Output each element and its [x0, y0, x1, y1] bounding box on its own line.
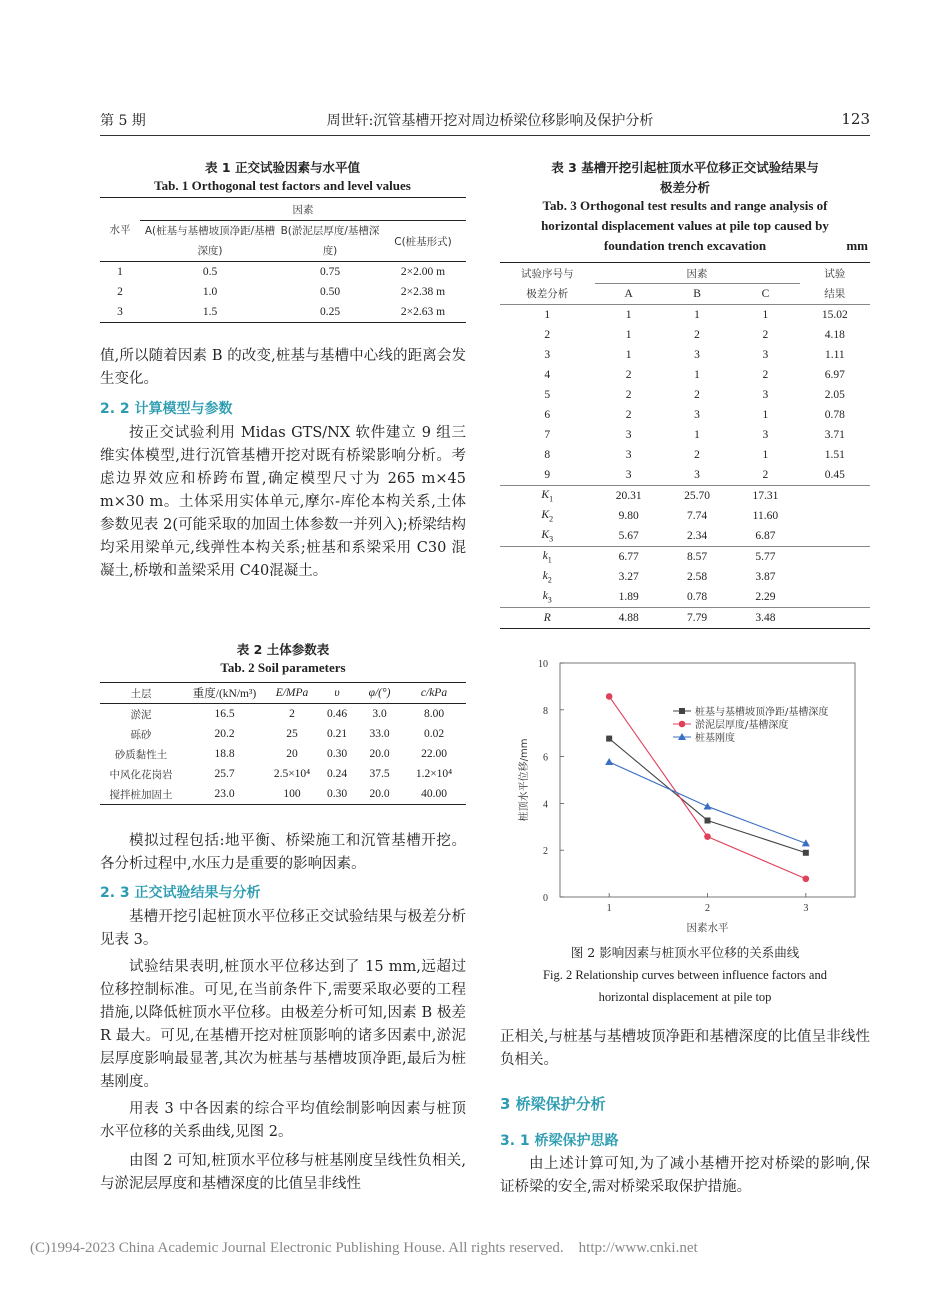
t3-head-seq-1: 试验序号与: [521, 267, 574, 280]
t2-cell: 2.5×10⁴: [273, 768, 311, 780]
t3-cell: 20.31: [615, 490, 642, 502]
t3-cell: 2.34: [686, 530, 708, 542]
table1-caption-cn: 表 1 正交试验因素与水平值: [205, 160, 360, 175]
t3-cell: 1.89: [618, 591, 639, 603]
t2-cell: 8.00: [423, 708, 445, 720]
t1-cell: 0.75: [319, 266, 341, 278]
t3-k-rows: [500, 547, 870, 608]
t3-cell: 3.48: [755, 612, 776, 624]
table-row: [500, 305, 870, 326]
t3-cell: 5.67: [618, 530, 639, 542]
table-row: [500, 425, 870, 445]
table-row: [500, 465, 870, 486]
table3: [500, 262, 870, 629]
t3-label: k: [542, 549, 548, 562]
table-row: [500, 385, 870, 405]
table3-unit: mm: [846, 238, 868, 253]
t3-label: K: [541, 508, 550, 521]
t3-label-sub: 2: [547, 575, 552, 585]
t1-cell: 3: [117, 306, 123, 318]
table-row: [500, 587, 870, 608]
t3-cell: 4.18: [824, 329, 845, 341]
t3-cell: 5: [544, 389, 551, 401]
x-axis-label: 因素水平: [686, 922, 729, 934]
t3-cell: 2.05: [824, 389, 845, 401]
t3-head-seq: [500, 263, 595, 305]
t2-cell: 16.5: [214, 708, 235, 720]
t3-cell: 2.58: [686, 571, 708, 583]
table-row: [500, 365, 870, 385]
t3-cell: 1: [762, 309, 769, 321]
t2-cell: 33.0: [369, 728, 390, 740]
t2-cell: 20.0: [369, 748, 390, 760]
t3-cell: 6.77: [618, 551, 639, 563]
table-row: [500, 445, 870, 465]
table2: [100, 682, 466, 805]
t3-cell: 2.29: [755, 591, 776, 603]
t1-cell: 2×2.63 m: [400, 306, 446, 318]
issue-number: 第 5 期: [100, 113, 146, 129]
t3-cell: 1: [625, 309, 632, 321]
t3-cell: 11.60: [752, 510, 779, 522]
data-point-s2-1: [606, 693, 613, 700]
t2-cell: 25.7: [214, 768, 235, 780]
t3-cell: 1: [694, 429, 700, 441]
y-axis-label: 桩顶水平位移/mm: [519, 738, 530, 822]
table3-caption-cn-1: 表 3 基槽开挖引起桩顶水平位移正交试验结果与: [551, 160, 819, 175]
t3-cell: 3: [694, 349, 700, 361]
t2-cell: 0.30: [326, 788, 348, 800]
table-row: [500, 325, 870, 345]
t3-cell: [500, 567, 595, 587]
t3-cell: 0.78: [686, 591, 708, 603]
t3-cell: 1: [762, 409, 769, 421]
table3-caption-en-3: foundation trench excavation: [603, 238, 767, 253]
t2-header: 土层: [130, 687, 152, 700]
t2-cell: 0.02: [423, 728, 445, 740]
t3-cell: 0.45: [824, 469, 845, 481]
paragraph: 基槽开挖引起桩顶水平位移正交试验结果与极差分析见表 3。: [100, 909, 466, 948]
t3-label-sub: 1: [547, 555, 552, 565]
table3-caption-en-2: horizontal displacement values at pile top caused by: [541, 218, 829, 233]
t2-cell: 20.2: [214, 728, 235, 740]
paragraph: 由上述计算可知,为了减小基槽开挖对桥梁的影响,保证桥梁的安全,需对桥梁采取保护措施。: [500, 1156, 870, 1195]
t1-head-factor: 因素: [140, 198, 466, 221]
table-row: [500, 567, 870, 587]
t3-cell: 7.79: [686, 612, 708, 624]
figure2-caption-en-1: Fig. 2 Relationship curves between influence factors and: [543, 968, 827, 982]
table-row: [500, 526, 870, 547]
legend-label: 淤泥层厚度/基槽深度: [695, 720, 789, 731]
t3-head-res-2: 结果: [824, 287, 846, 300]
paragraph: 按正交试验利用 Midas GTS/NX 软件建立 9 组三维实体模型,进行沉管基槽开挖对既有桥梁影响分析。考虑边界效应和桥跨布置,确定模型尺寸为 265 m×45 m×30 m。土体采用实体单元,摩尔-库伦本构关系,土体参数见表 2(可能采取的加固土体参数一并列入);桥梁结构均采用梁单元,线弹性本构关系;桩基和系梁采用 C30 混凝土,桥墩和盖梁采用 C40混凝土。: [100, 425, 466, 579]
table2-caption-cn: 表 2 土体参数表: [236, 642, 330, 657]
data-point-s1-1: [606, 736, 612, 742]
section-3-1-heading: 3. 1 桥梁保护思路: [500, 1133, 619, 1149]
t3-head-result: [800, 263, 870, 305]
t3-cell: 2: [625, 409, 632, 421]
t2-cell: 40.00: [421, 788, 447, 800]
t3-cell: [800, 608, 870, 629]
t3-cell: 3: [694, 409, 700, 421]
table-row: [500, 608, 870, 629]
t3-cell: 3.87: [755, 571, 776, 583]
data-point-s2-3: [803, 875, 810, 882]
t1-head-b: B(淤泥层厚度/基槽深度): [280, 225, 380, 257]
paragraph: 由图 2 可知,桩顶水平位移与桩基刚度呈线性负相关,与淤泥层厚度和基槽深度的比值呈非线性: [100, 1153, 466, 1192]
t3-cell: 1.11: [824, 349, 845, 361]
paragraph: 模拟过程包括:地平衡、桥梁施工和沉管基槽开挖。各分析过程中,水压力是重要的影响因素。: [100, 833, 466, 872]
t3-cell: 5.77: [755, 551, 776, 563]
table2-caption-en: Tab. 2 Soil parameters: [220, 660, 346, 675]
t3-cell: 3: [694, 469, 700, 481]
t1-cell: 2×2.38 m: [400, 286, 446, 298]
t2-cell: 22.00: [421, 748, 447, 760]
t2-header: φ/(°): [368, 687, 391, 699]
t3-cell: 3: [625, 449, 632, 461]
t2-cell: 2: [289, 708, 295, 720]
t2-cell: 23.0: [214, 788, 235, 800]
t2-cell: 中风化花岗岩: [109, 768, 173, 781]
t3-cell: 2: [544, 329, 551, 341]
t3-cell: [800, 567, 870, 587]
t3-cell: 1: [544, 309, 551, 321]
t3-cell: 15.02: [821, 309, 848, 321]
t3-label-sub: 3: [549, 534, 554, 544]
t3-cell: [500, 526, 595, 547]
t3-cell: 3: [762, 429, 769, 441]
running-title: 周世轩:沉管基槽开挖对周边桥梁位移影响及保护分析: [326, 113, 654, 129]
t2-cell: 淤泥: [130, 708, 152, 721]
t2-cell: 1.2×10⁴: [415, 768, 453, 780]
t2-cell: 0.46: [326, 708, 348, 720]
t3-K-rows: [500, 486, 870, 547]
t3-cell: [800, 506, 870, 526]
t3-cell: 3: [544, 349, 551, 361]
t3-cell: 25.70: [684, 490, 710, 502]
figure2-caption-cn: 图 2 影响因素与桩顶水平位移的关系曲线: [570, 945, 800, 960]
t3-cell: 2: [762, 329, 769, 341]
t3-label: k: [542, 589, 548, 602]
table-row: [500, 506, 870, 526]
t3-label-sub: 3: [547, 595, 552, 605]
data-point-s1-2: [705, 817, 711, 823]
t3-cell: [500, 506, 595, 526]
t3-cell: [800, 526, 870, 547]
t3-cell: [500, 486, 595, 507]
t3-cell: 6: [544, 409, 551, 421]
t2-cell: 砾砂: [130, 728, 152, 741]
t3-cell: 0.78: [824, 409, 845, 421]
t2-cell: 100: [283, 788, 301, 800]
t2-header: c/kPa: [420, 687, 448, 699]
t3-cell: 1: [762, 449, 769, 461]
table-row: [100, 764, 466, 784]
t3-cell: 3: [762, 389, 769, 401]
table-row: [100, 744, 466, 764]
t3-cell: 2: [694, 389, 700, 401]
page-number: 123: [841, 110, 870, 128]
t2-cell: 砂质黏性土: [114, 748, 168, 761]
t3-cell: 1: [625, 329, 632, 341]
t3-cell: 2: [694, 449, 700, 461]
table-row: [100, 262, 466, 283]
t3-label-sub: 1: [549, 494, 554, 504]
t2-cell: 0.21: [326, 728, 348, 740]
y-tick-label: 6: [543, 752, 548, 764]
t3-label-sub: 2: [549, 514, 554, 524]
legend-label: 桩基刚度: [695, 733, 735, 744]
t2-header: υ: [334, 687, 340, 699]
t3-cell: 2: [762, 369, 769, 381]
t3-cell: 17.31: [752, 490, 779, 502]
t3-cell: 1.51: [824, 449, 845, 461]
t3-label: k: [542, 569, 548, 582]
t1-cell: 1.0: [202, 286, 218, 298]
t3-cell: 3: [625, 429, 632, 441]
paragraph: 用表 3 中各因素的综合平均值绘制影响因素与桩顶水平位移的关系曲线,见图 2。: [100, 1101, 466, 1140]
t3-cell: [500, 587, 595, 608]
t2-cell: 3.0: [372, 708, 387, 720]
t3-cell: 1: [694, 309, 700, 321]
t3-cell: 2: [625, 389, 632, 401]
y-tick-label: 4: [543, 799, 548, 811]
t3-cell: [800, 587, 870, 608]
table-row: [100, 704, 466, 725]
t1-head-level: 水平: [109, 224, 131, 236]
t2-header: E/MPa: [275, 687, 309, 699]
table-row: [100, 282, 466, 302]
t2-cell: 25: [286, 728, 298, 740]
t3-cell: 2: [625, 369, 632, 381]
t1-head-a: A(桩基与基槽坡顶净距/基槽深度): [144, 225, 276, 257]
section-3-heading: 3 桥梁保护分析: [500, 1095, 606, 1113]
paragraph: 试验结果表明,桩顶水平位移达到了 15 mm,远超过位移控制标准。可见,在当前条件下,需要采取必要的工程措施,以降低桩顶水平位移。由极差分析可知,因素 B 极差 R 最大。可见,在基槽开挖对桩顶影响的诸多因素中,淤泥层厚度影响最显著,其次为桩基与基槽坡顶净距,最后为桩基刚度。: [100, 959, 466, 1090]
table-row: [100, 724, 466, 744]
t3-main-rows: [500, 305, 870, 486]
t3-cell: 7.74: [686, 510, 708, 522]
t3-label: K: [541, 528, 550, 541]
t3-col-c: C: [761, 288, 770, 300]
t3-label: K: [541, 488, 550, 501]
t3-cell: R: [543, 612, 551, 624]
t3-cell: 8.57: [686, 551, 708, 563]
t3-cell: 3.27: [618, 571, 639, 583]
t2-cell: 0.24: [326, 768, 348, 780]
x-tick-label: 3: [803, 903, 809, 914]
t3-cell: 2: [694, 329, 700, 341]
t3-cell: [500, 547, 595, 568]
table1-caption-en: Tab. 1 Orthogonal test factors and level values: [154, 178, 411, 193]
t3-cell: 1: [625, 349, 632, 361]
t2-cell: 20.0: [369, 788, 390, 800]
t3-cell: 8: [544, 449, 551, 461]
paragraph: 正相关,与桩基与基槽坡顶净距和基槽深度的比值呈非线性负相关。: [500, 1029, 870, 1068]
data-point-s3-2: [704, 802, 712, 809]
t2-header: 重度/(kN/m³): [192, 688, 257, 700]
t1-cell: 2: [117, 286, 123, 298]
figure2-chart: [505, 650, 870, 940]
table-row: [500, 547, 870, 568]
t2-cell: 18.8: [214, 748, 235, 760]
t1-cell: 1.5: [202, 306, 218, 318]
t3-cell: 3.71: [824, 429, 845, 441]
t1-cell: 0.25: [319, 306, 341, 318]
y-tick-label: 0: [543, 893, 548, 904]
t3-cell: 3: [625, 469, 632, 481]
x-tick-label: 1: [606, 903, 612, 914]
legend-marker: [679, 721, 686, 728]
copyright-footer: (C)1994-2023 China Academic Journal Electronic Publishing House. All rights reserved. http://www.cnki.net: [30, 1240, 698, 1256]
table-row: [500, 486, 870, 507]
t3-head-res-1: 试验: [824, 267, 846, 280]
t3-head-seq-2: 极差分析: [526, 287, 569, 300]
data-point-s3-1: [605, 758, 613, 765]
table-row: [100, 302, 466, 323]
t3-cell: [800, 486, 870, 507]
plot-frame: [560, 663, 855, 897]
t3-col-b: B: [693, 288, 701, 300]
t2-cell: 20: [286, 748, 298, 760]
data-point-s1-3: [803, 850, 809, 856]
t3-cell: 9.80: [618, 510, 639, 522]
section-2-2-heading: 2. 2 计算模型与参数: [100, 401, 233, 417]
t3-cell: 3: [762, 349, 769, 361]
table3-caption-cn-2: 极差分析: [659, 180, 710, 195]
table-row: [500, 345, 870, 365]
t2-cell: 0.30: [326, 748, 348, 760]
t1-cell: 0.50: [319, 286, 341, 298]
t1-cell: 2×2.00 m: [400, 266, 446, 278]
t3-col-a: A: [624, 288, 633, 300]
t3-cell: 1: [694, 369, 700, 381]
t1-cell: 0.5: [202, 266, 218, 278]
t3-cell: 4: [544, 369, 551, 381]
x-tick-label: 2: [705, 903, 710, 914]
header-rule: [100, 135, 870, 136]
table3-caption-en-1: Tab. 3 Orthogonal test results and range analysis of: [542, 198, 828, 213]
y-tick-label: 2: [543, 846, 548, 858]
t1-head-c: C(桩基形式): [394, 235, 452, 248]
t3-cell: 7: [544, 429, 551, 441]
figure2-caption-en-2: horizontal displacement at pile top: [598, 990, 772, 1004]
table-row: [500, 405, 870, 425]
paragraph: 值,所以随着因素 B 的改变,桩基与基槽中心线的距离会发生变化。: [100, 348, 466, 387]
legend-marker: [679, 708, 685, 714]
t3-cell: 6.97: [824, 369, 845, 381]
t3-cell: [800, 547, 870, 568]
t2-cell: 37.5: [369, 768, 390, 780]
y-tick-label: 8: [543, 705, 548, 717]
section-2-3-heading: 2. 3 正交试验结果与分析: [100, 885, 261, 901]
data-point-s2-2: [704, 833, 711, 840]
t3-cell: 9: [544, 469, 551, 481]
table1: [100, 197, 466, 323]
y-tick-label: 10: [538, 659, 548, 670]
t2-cell: 搅拌桩加固土: [109, 788, 173, 801]
t3-head-factor: 因素: [595, 263, 800, 284]
t3-cell: 2: [762, 469, 769, 481]
t3-cell: 6.87: [755, 530, 776, 542]
table-row: [100, 784, 466, 805]
t3-cell: 4.88: [618, 612, 639, 624]
legend-label: 桩基与基槽坡顶净距/基槽深度: [695, 707, 829, 718]
t1-cell: 1: [117, 266, 123, 278]
